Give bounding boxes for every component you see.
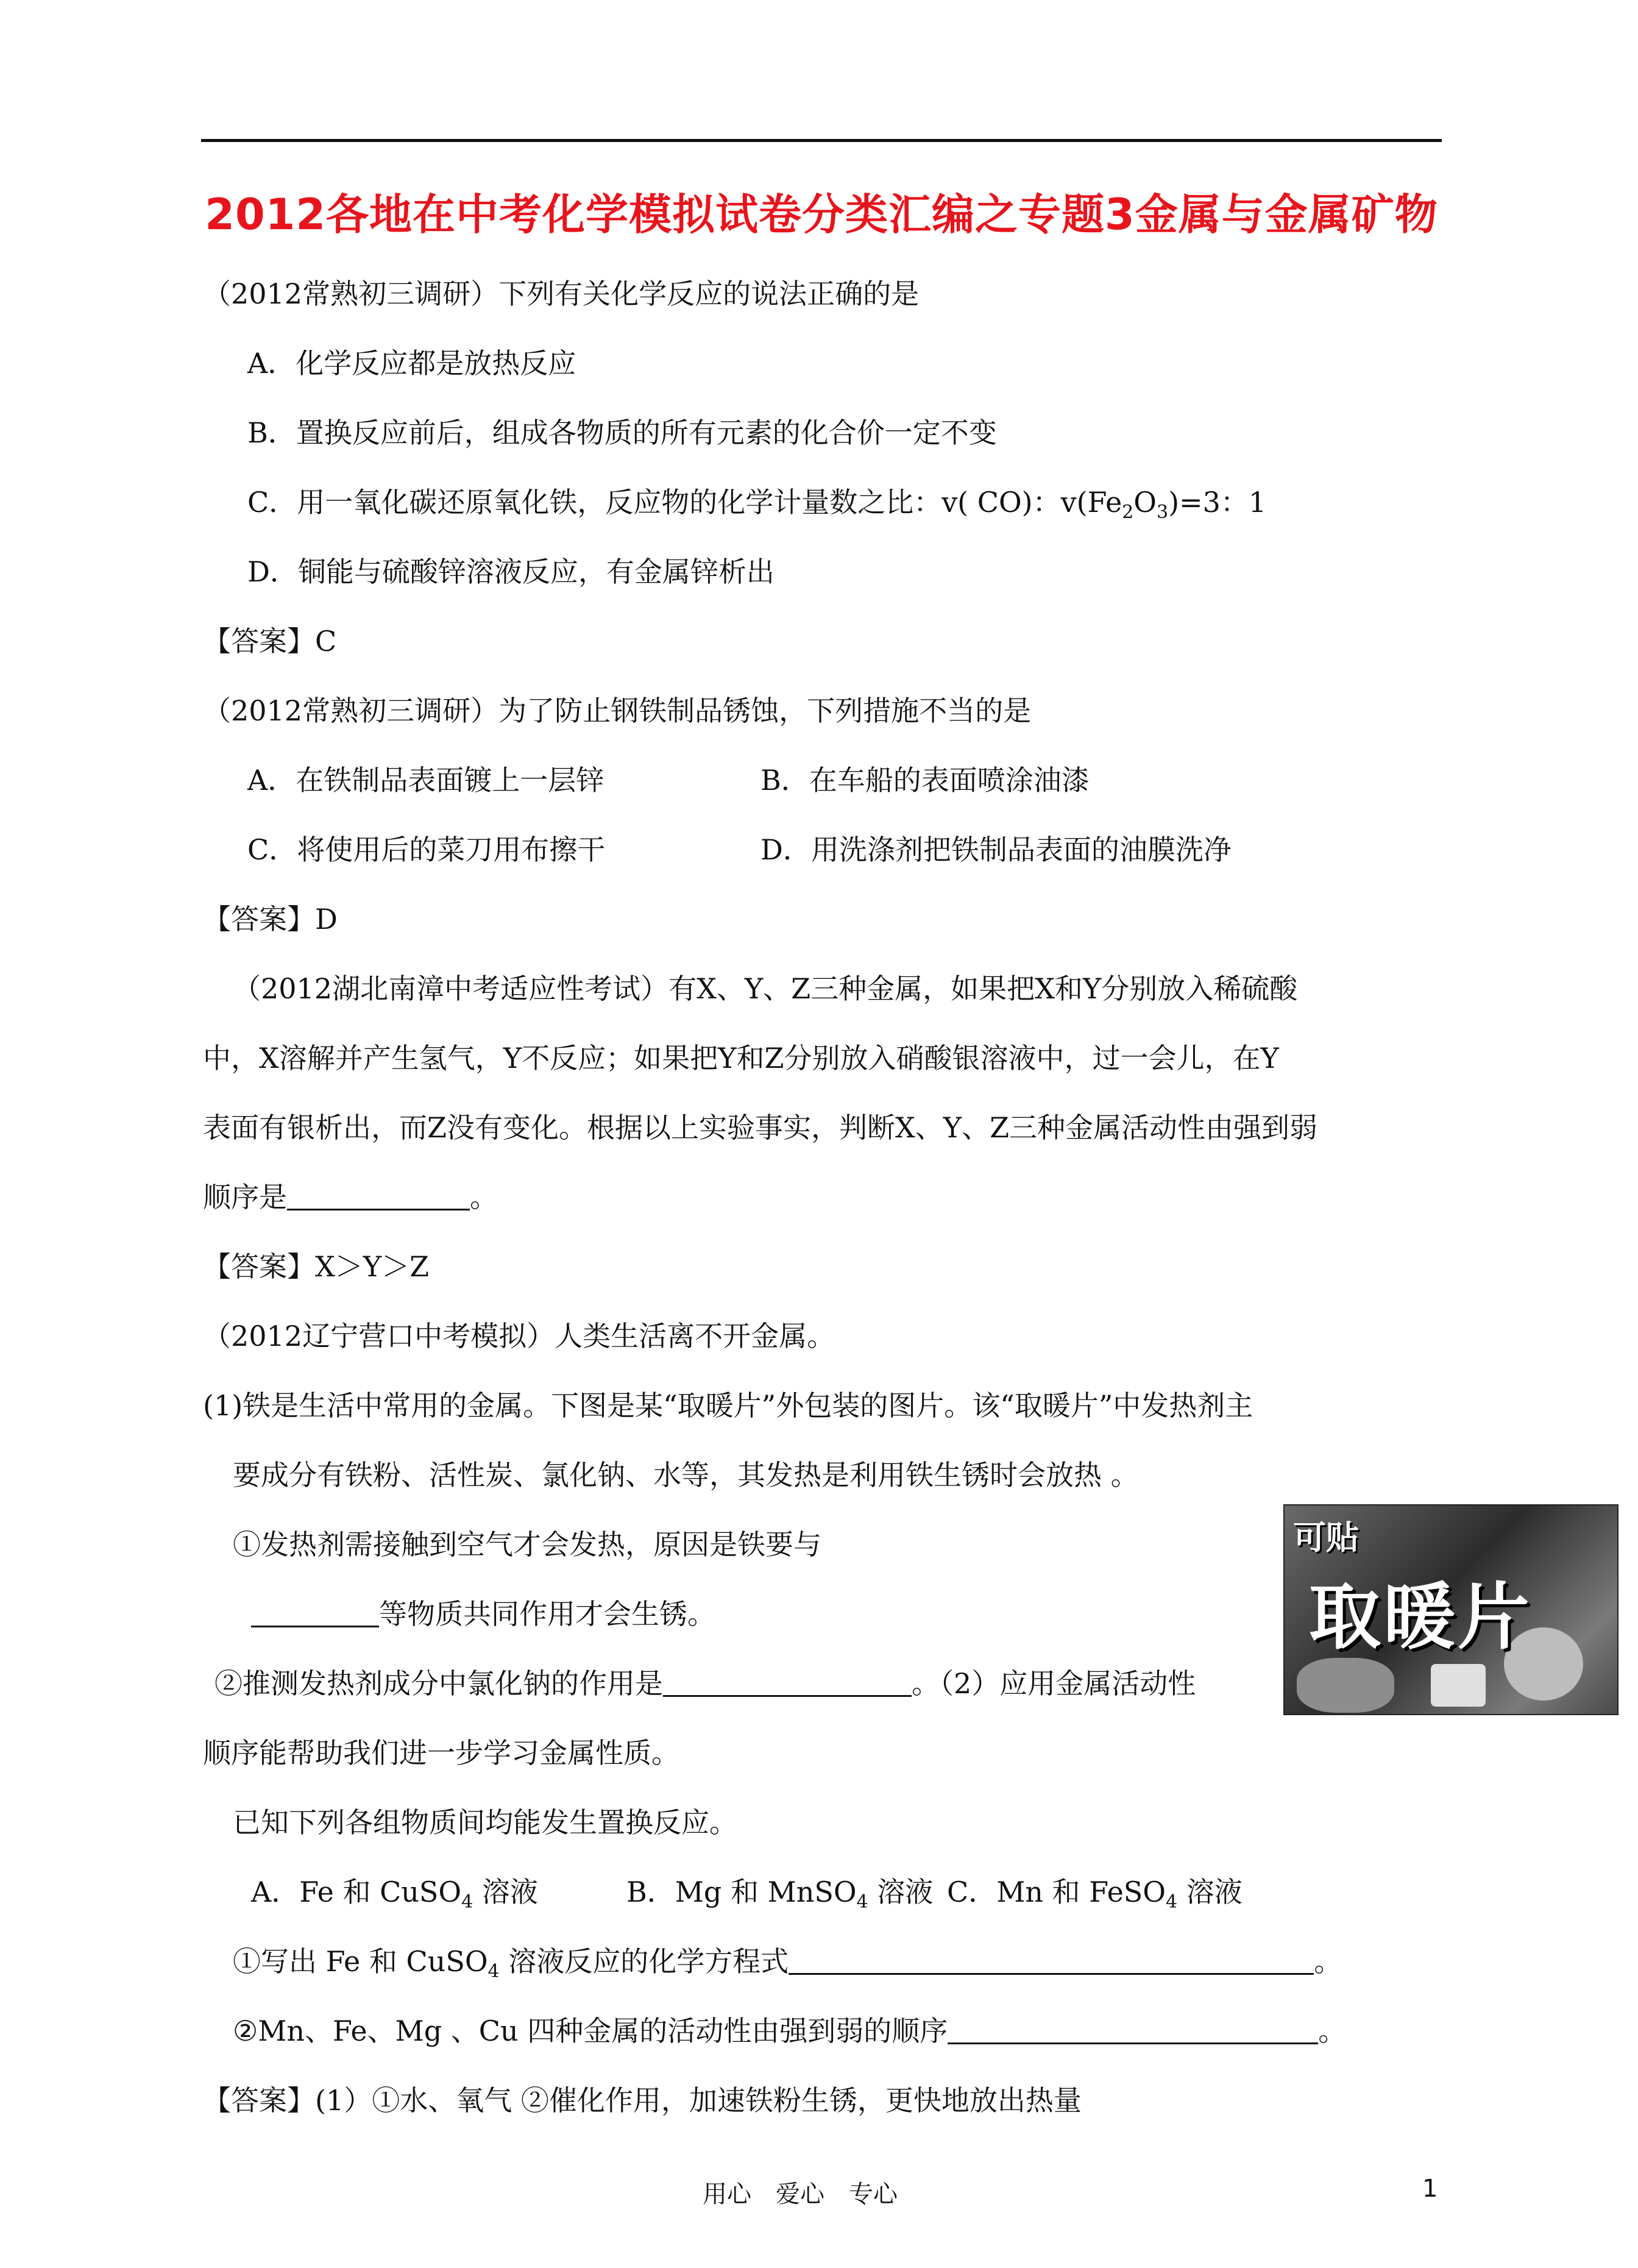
q1-answer: 【答案】C [203,625,337,658]
q4-write-equation: ①写出 Fe 和 CuSO$_4$ 溶液反应的化学方程式 。 [233,1945,1342,1982]
q4-activity-order: ②Mn、Fe、Mg 、Cu 四种金属的活动性由强到弱的顺序 。 [233,2014,1347,2047]
q4-subq2-line: ②推测发热剂成分中氯化钠的作用是 。（2）应用金属活动性 [214,1667,1196,1700]
q3-answer: 【答案】X＞Y＞Z [203,1250,430,1283]
q4-option-a: A．Fe 和 CuSO$_4$ 溶液 [251,1875,538,1913]
photo-label: 取暖片 [1309,1575,1533,1659]
photo-shape [1431,1664,1486,1707]
q3-answer-blank[interactable] [287,1182,470,1210]
q2-stem: （2012常熟初三调研）为了防止钢铁制品锈蚀，下列措施不当的是 [203,694,1032,727]
document-title: 2012各地在中考化学模拟试卷分类汇编之专题3金属与金属矿物 [205,190,1438,240]
q3-line-4: 顺序是 。 [203,1181,498,1214]
q2-option-d: D．用洗涤剂把铁制品表面的油膜洗净 [760,833,1232,866]
q2-option-c: C．将使用后的菜刀用布擦干 [247,833,606,866]
q1-stem: （2012常熟初三调研）下列有关化学反应的说法正确的是 [203,277,920,310]
q4-order-blank[interactable] [948,2016,1318,2044]
q4-subq1-blank[interactable] [251,1599,379,1627]
q4-part1-line-2: 要成分有铁粉、活性炭、氯化钠、水等，其发热是利用铁生锈时会放热 。 [233,1459,1139,1491]
q4-part2-line-2: 已知下列各组物质间均能发生置换反应。 [233,1806,737,1839]
q1-option-d: D．铜能与硫酸锌溶液反应，有金属锌析出 [247,555,775,588]
q4-part2-line-1: 顺序能帮助我们进一步学习金属性质。 [203,1737,679,1769]
q1-option-a: A．化学反应都是放热反应 [247,347,576,380]
q2-option-a: A．在铁制品表面镀上一层锌 [247,764,604,797]
hand-warmer-photo [1283,1504,1618,1715]
footer-motto: 用心 爱心 专心 [703,2180,898,2208]
q1-option-b: B．置换反应前后，组成各物质的所有元素的化合价一定不变 [247,416,997,449]
q4-equation-blank[interactable] [789,1946,1314,1975]
q2-answer: 【答案】D [203,903,338,936]
page-number: 1 [1422,2175,1438,2203]
q4-answer: 【答案】(1）①水、氧气 ②催化作用，加速铁粉生锈，更快地放出热量 [203,2084,1082,2117]
q3-line-3: 表面有银析出，而Z没有变化。根据以上实验事实，判断X、Y、Z三种金属活动性由强到弱 [203,1111,1318,1144]
q3-line-1: （2012湖北南漳中考适应性考试）有X、Y、Z三种金属，如果把X和Y分别放入稀硫酸 [233,972,1298,1005]
q4-subq1-line-2: 等物质共同作用才会生锈。 [251,1596,715,1632]
q4-option-b: B．Mg 和 MnSO$_4$ 溶液 [626,1875,934,1913]
q4-subq1-line-1: ①发热剂需接触到空气才会发热，原因是铁要与 [233,1528,821,1561]
header-rule [201,139,1442,142]
q4-part1-line-1: (1)铁是生活中常用的金属。下图是某“取暖片”外包装的图片。该“取暖片”中发热剂主 [203,1389,1253,1422]
q2-option-b: B．在车船的表面喷涂油漆 [760,764,1090,797]
q4-option-c: C．Mn 和 FeSO$_4$ 溶液 [947,1875,1243,1913]
q4-stem: （2012辽宁营口中考模拟）人类生活离不开金属。 [203,1320,835,1353]
q1-option-c: C．用一氧化碳还原氧化铁，反应物的化学计量数之比：v( CO)：$v(Fe_2O_3)=3$：1 [247,486,1267,523]
photo-shape [1297,1658,1394,1713]
photo-badge: 可贴 [1293,1518,1359,1557]
q3-line-2: 中，X溶解并产生氢气，Y不反应；如果把Y和Z分别放入硝酸银溶液中，过一会儿，在Y [203,1042,1279,1075]
q4-subq2-blank[interactable] [663,1668,912,1697]
